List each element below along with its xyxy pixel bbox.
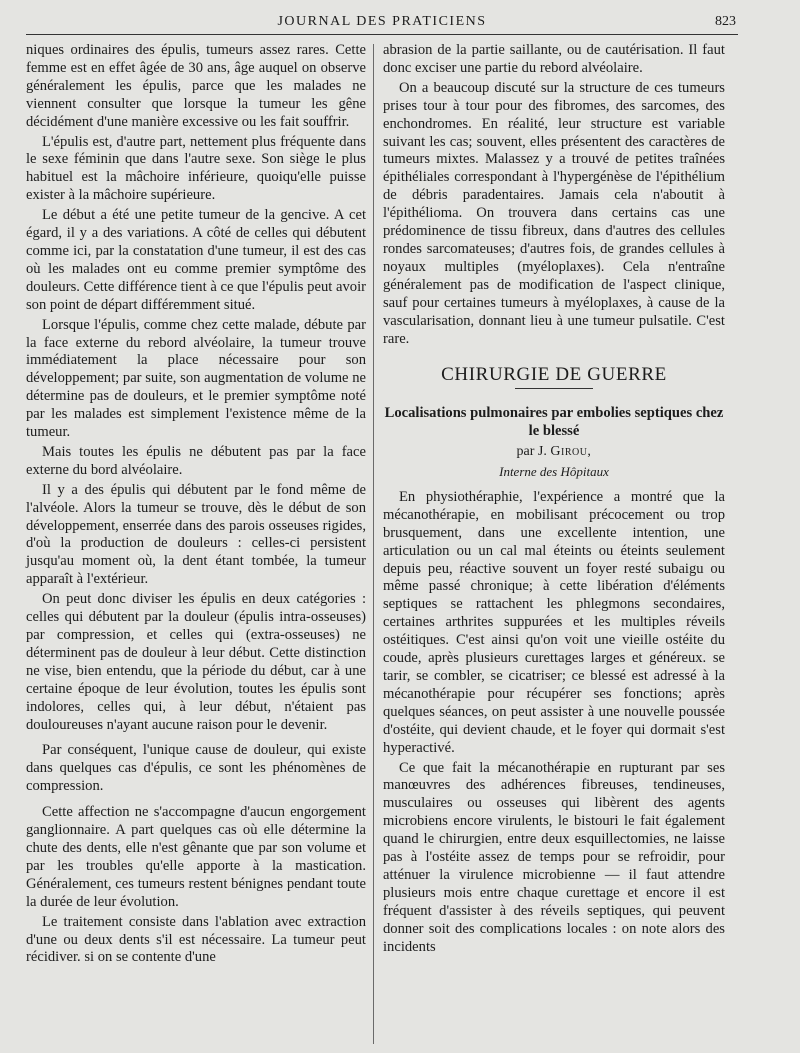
running-header: [26, 12, 738, 35]
byline: [383, 443, 725, 461]
page-number: 823: [715, 14, 736, 29]
paragraph: En physiothéraphie, l'expérience a montré que la mécanothérapie, en mobilisant précocement ou trop brusquement, dans une excellente intention, une articulation ou un cal mal éteints ou éteints seulement depuis peu, réactive souvent un foyer resté subaigu ou même passé chronique; à cette libération d'éléments septiques se rattachent les phlegmons secondaires, certaines arthrites suppurées et les multiples réveils ostéitiques. C'est ainsi qu'on voit une vieille ostéite du coude, après plusieurs curettages larges et généreux. se tarir, se combler, se cicatriser; ce blessé est adressé à la mécanothérapie pour récupérer ses fonctions; après quelques séances, on peut assister à une nouvelle poussée d'ostéite, qui devient chaude, et le foyer qui dormait s'est hyperactivé.: [383, 488, 725, 756]
byline-prefix: par J.: [516, 444, 551, 460]
paragraph: Le traitement consiste dans l'ablation avec extraction d'une ou deux dents s'il est nécessaire. La tumeur peut récidiver. si on se contente d'une: [26, 913, 366, 966]
article-title: Localisations pulmonaires par embolies septiques chez le blessé: [384, 405, 724, 440]
paragraph: Par conséquent, l'unique cause de douleur, qui existe dans quelques cas d'épulis, ce sont les phénomènes de compression.: [26, 742, 366, 795]
paragraph: L'épulis est, d'autre part, nettement plus fréquente dans le sexe féminin que dans l'autre sexe. Son siège le plus habituel est la mâchoire inférieure, quoiqu'elle puisse exister à la mâchoire supérieure.: [26, 133, 366, 204]
left-column: [26, 42, 366, 969]
journal-title: JOURNAL DES PRATICIENS: [277, 14, 487, 29]
paragraph: On peut donc diviser les épulis en deux catégories : celles qui débutent par la douleur (épulis intra-osseuses) par compression, et celles qui (extra-osseuses) ne déterminent pas de douleur à leur début. Cette distinction ne vise, bien entendu, que la période du début, car à une certaine époque de leur évolution, toutes les épulis sont indolores, celles qui, à leur début, n'étaient pas douloureuses n'ayant aucune raison pour le devenir.: [26, 591, 366, 733]
paragraph: Mais toutes les épulis ne débutent pas par la face externe du bord alvéolaire.: [26, 443, 366, 478]
paragraph: On a beaucoup discuté sur la structure de ces tumeurs prises tour à tour pour des fibromes, des sarcomes, des enchondromes. En réalité, leur structure est variable suivant les cas; souvent, elles présentent des caractères de tumeurs mixtes. Malassez y a trouvé de petites traînées épithéliales correspondant à l'hypergénèse de l'épithélium de débris paradentaires. Jamais cela n'aboutit à l'épithélioma. On trouvera dans certains cas une prédominence de tissu fibreux, dans d'autres des cellules rondes sarcomateuses; d'autres fois, de grandes cellules à noyaux multiples (myéloplaxes). Cela n'entraîne généralement pas de modification de l'aspect clinique, sauf pour certaines tumeurs à myéloplaxes, à cause de la vascularisation, donnant lieu à une tumeur pulsatile. C'est rare.: [383, 79, 725, 347]
paragraph: niques ordinaires des épulis, tumeurs assez rares. Cette femme est en effet âgée de 30 ans, âge auquel on observe généralement les épulis, parce que les malades ne viennent consulter que lorsque la tumeur les gêne décidément d'une manière excessive ou les fait souffrir.: [26, 42, 366, 130]
right-column: [383, 42, 725, 959]
paragraph: Lorsque l'épulis, comme chez cette malade, débute par la face externe du rebord alvéolaire, la tumeur trouve immédiatement la place nécessaire pour son développement; par suite, son augmentation de volume ne détermine pas de douleurs, et le premier symptôme noté par les malades est simplement l'existence même de la tumeur.: [26, 316, 366, 441]
paragraph: Ce que fait la mécanothérapie en rupturant par ses manœuvres des adhérences fibreuses, tendineuses, musculaires ou osseuses qui libèrent des agents microbiens encore virulents, le bistouri le fait également quand le chirurgien, entre deux esquillectomies, ne laisse pas à l'ostéite assez de temps pour se refroidir, pour atténuer la virulence microbienne — il faut attendre plusieurs mois entre chaque curettage et encore il est fréquent d'assister à des réveils septiques, qui peuvent donner soit des complications locales : on note alors des incidents: [383, 759, 725, 955]
section-rule: [515, 388, 593, 389]
column-divider: [373, 44, 374, 1044]
paragraph: Il y a des épulis qui débutent par le fond même de l'alvéole. Alors la tumeur se trouve, dès le début de son développement, enserrée dans des parois osseuses rigides, d'où la production de douleurs : celles-ci persistent jusqu'au moment où, la dent étant tombée, la tumeur apparaît à l'extérieur.: [26, 481, 366, 588]
paragraph: Cette affection ne s'accompagne d'aucun engorgement ganglionnaire. A part quelques cas où elle détermine la chute des dents, elle n'est gênante que par son volume et par les troubles qu'elle apporte à la mastication. Généralement, ces tumeurs restent bénignes pendant toute la durée de leur évolution.: [26, 804, 366, 910]
paragraph: abrasion de la partie saillante, ou de cautérisation. Il faut donc exciser une partie du rebord alvéolaire.: [383, 42, 725, 76]
paragraph: Le début a été une petite tumeur de la gencive. A cet égard, il y a des variations. A côté de celles qui débutent comme ici, par la constatation d'une tumeur, il est des cas où les malades ont eu comme premier symptôme des douleurs. Cette différence tient à ce que l'épulis peut avoir son point de départ différemment situé.: [26, 207, 366, 313]
section-title: CHIRURGIE DE GUERRE: [441, 364, 667, 386]
author-name: Girou,: [550, 444, 592, 460]
author-affiliation: Interne des Hôpitaux: [499, 464, 609, 480]
